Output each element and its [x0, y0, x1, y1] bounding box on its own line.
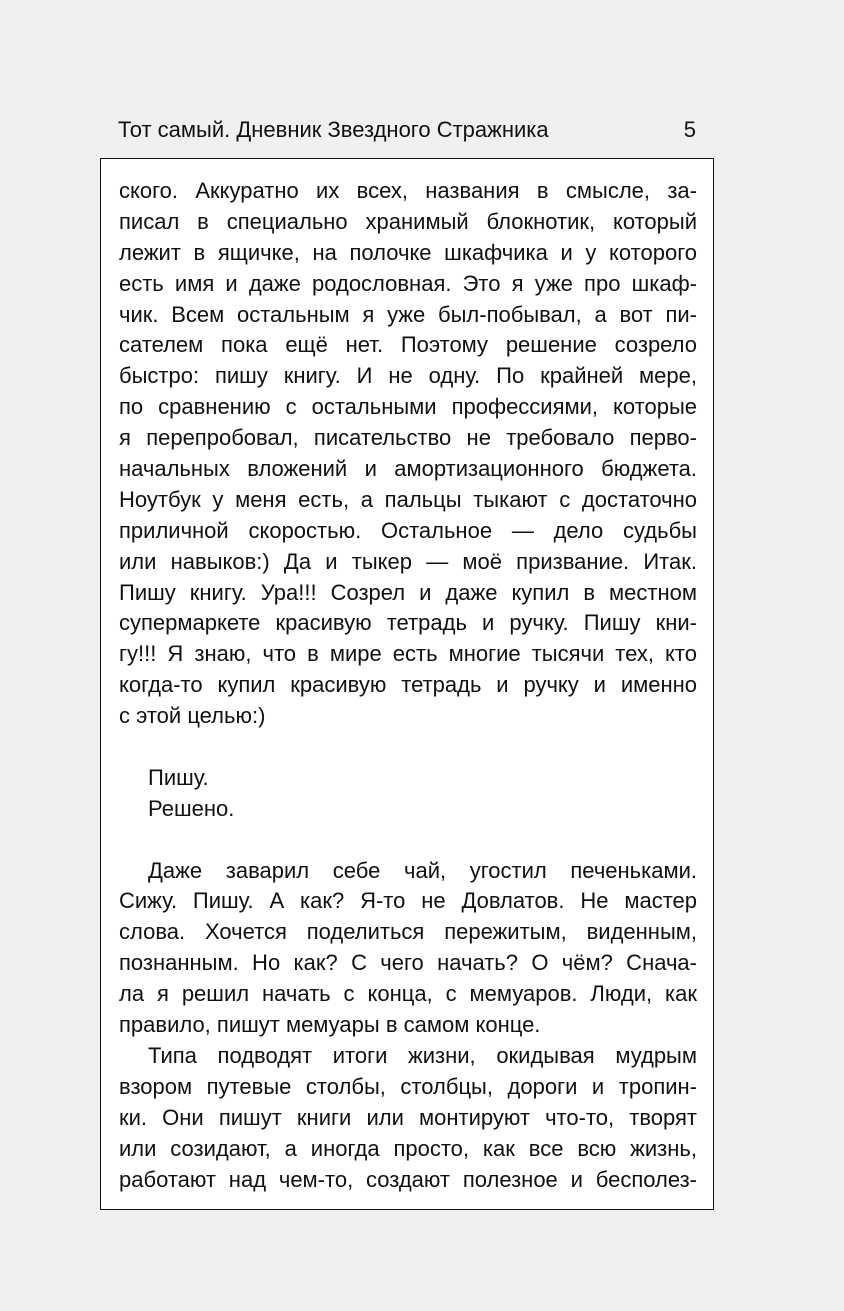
text-line: Пишу книгу. Ура!!! Созрел и даже купил в местном [119, 579, 697, 605]
text-line: когда-то купил красивую тетрадь и ручку и именно [119, 672, 697, 698]
paragraph-gap [119, 732, 697, 763]
text-line: есть имя и даже родословная. Это я уже про шкаф- [119, 270, 697, 296]
text-line: начальных вложений и амортизационного бюджета. [119, 456, 697, 482]
text-line: познанным. Но как? С чего начать? О чём? Снача- [119, 950, 697, 976]
text-line: слова. Хочется поделиться пережитым, виденным, [119, 919, 697, 945]
text-line: или навыков:) Да и тыкер — моё призвание. Итак. [119, 548, 697, 574]
text-line: Решено. [148, 795, 235, 821]
text-line: с этой целью:) [119, 703, 266, 729]
text-line: или созидают, а иногда просто, как все всю жизнь, [119, 1135, 697, 1161]
text-line: ского. Аккуратно их всех, названия в смысле, за- [119, 178, 697, 203]
body-text [119, 176, 697, 1195]
paragraph-gap [119, 825, 697, 856]
text-line: быстро: пишу книгу. И не одну. По крайней мере, [119, 363, 697, 389]
text-frame [100, 158, 714, 1210]
page-number: 5 [683, 117, 696, 142]
text-line: Ноутбук у меня есть, а пальцы тыкают с достаточно [119, 486, 697, 512]
text-line: взором путевые столбы, столбцы, дороги и тропин- [119, 1073, 697, 1099]
text-line: приличной скоростью. Остальное — дело судьбы [119, 517, 697, 543]
text-line: ки. Они пишут книги или монтируют что-то, творят [119, 1104, 697, 1130]
text-line: работают над чем-то, создают полезное и бесполез- [119, 1166, 697, 1192]
text-line: Даже заварил себе чай, угостил печеньками. [148, 857, 697, 883]
text-line: ла я решил начать с конца, с мемуаров. Люди, как [119, 981, 697, 1007]
running-head [118, 116, 696, 144]
text-line: Сижу. Пишу. А как? Я-то не Довлатов. Не мастер [119, 888, 697, 914]
text-line: Пишу. [148, 764, 209, 790]
text-line: правило, пишут мемуары в самом конце. [119, 1012, 541, 1038]
text-line: сателем пока ещё нет. Поэтому решение созрело [119, 332, 697, 358]
text-line: гу!!! Я знаю, что в мире есть многие тысячи тех, кто [119, 641, 697, 667]
text-line: супермаркете красивую тетрадь и ручку. Пишу кни- [119, 610, 697, 636]
text-line: Типа подводят итоги жизни, окидывая мудрым [148, 1042, 697, 1068]
text-line: чик. Всем остальным я уже был-побывал, а вот пи- [119, 301, 697, 327]
text-line: лежит в ящичке, на полочке шкафчика и у которого [119, 239, 697, 265]
text-line: писал в специально хранимый блокнотик, который [119, 208, 697, 234]
running-title: Тот самый. Дневник Звездного Стражника [118, 117, 549, 142]
text-line: по сравнению с остальными профессиями, которые [119, 394, 697, 420]
text-line: я перепробовал, писательство не требовало перво- [119, 425, 697, 451]
